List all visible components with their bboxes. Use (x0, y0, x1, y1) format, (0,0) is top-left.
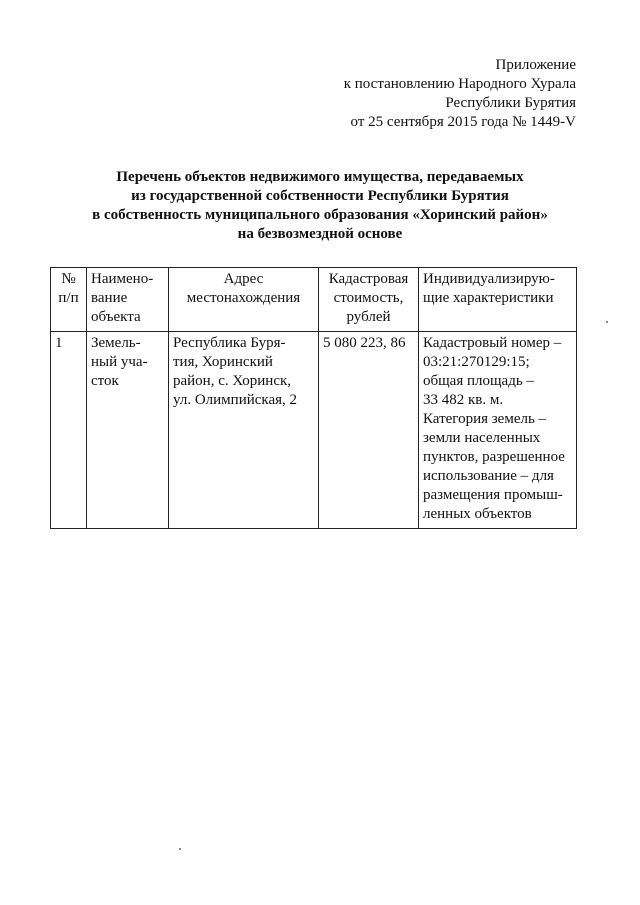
cell-characteristics: Кадастровый номер – 03:21:270129:15; общая площадь – 33 482 кв. м. Категория земель – земли населенных пунктов, разрешенное использование – для размещения промыш- ленных объектов (419, 332, 577, 529)
title-line: в собственность муниципального образования «Хоринский район» (92, 207, 548, 223)
table-row (51, 332, 577, 529)
cell-number: 1 (51, 332, 87, 529)
header-address: Адрес местонахождения (169, 268, 319, 332)
cell-address: Республика Буря- тия, Хоринский район, с. Хоринск, ул. Олимпийская, 2 (169, 332, 319, 529)
header-number: № п/п (51, 268, 87, 332)
appendix-line: от 25 сентября 2015 года № 1449-V (350, 114, 576, 130)
appendix-line: Приложение (495, 57, 576, 73)
scan-speck (179, 848, 181, 850)
property-table (50, 267, 577, 529)
cell-name: Земель- ный уча- сток (87, 332, 169, 529)
title-line: на безвозмездной основе (237, 226, 403, 242)
header-characteristics: Индивидуализирую- щие характеристики (419, 268, 577, 332)
header-cost: Кадастровая стоимость, рублей (319, 268, 419, 332)
scan-speck (606, 321, 608, 323)
cell-cost: 5 080 223, 86 (319, 332, 419, 529)
document-title (0, 168, 640, 244)
appendix-header (344, 56, 576, 132)
title-line: Перечень объектов недвижимого имущества, передаваемых (116, 169, 524, 185)
title-line: из государственной собственности Республики Бурятия (131, 188, 509, 204)
table-header-row (51, 268, 577, 332)
header-name: Наимено- вание объекта (87, 268, 169, 332)
appendix-line: Республики Бурятия (445, 95, 576, 111)
appendix-line: к постановлению Народного Хурала (343, 76, 576, 92)
